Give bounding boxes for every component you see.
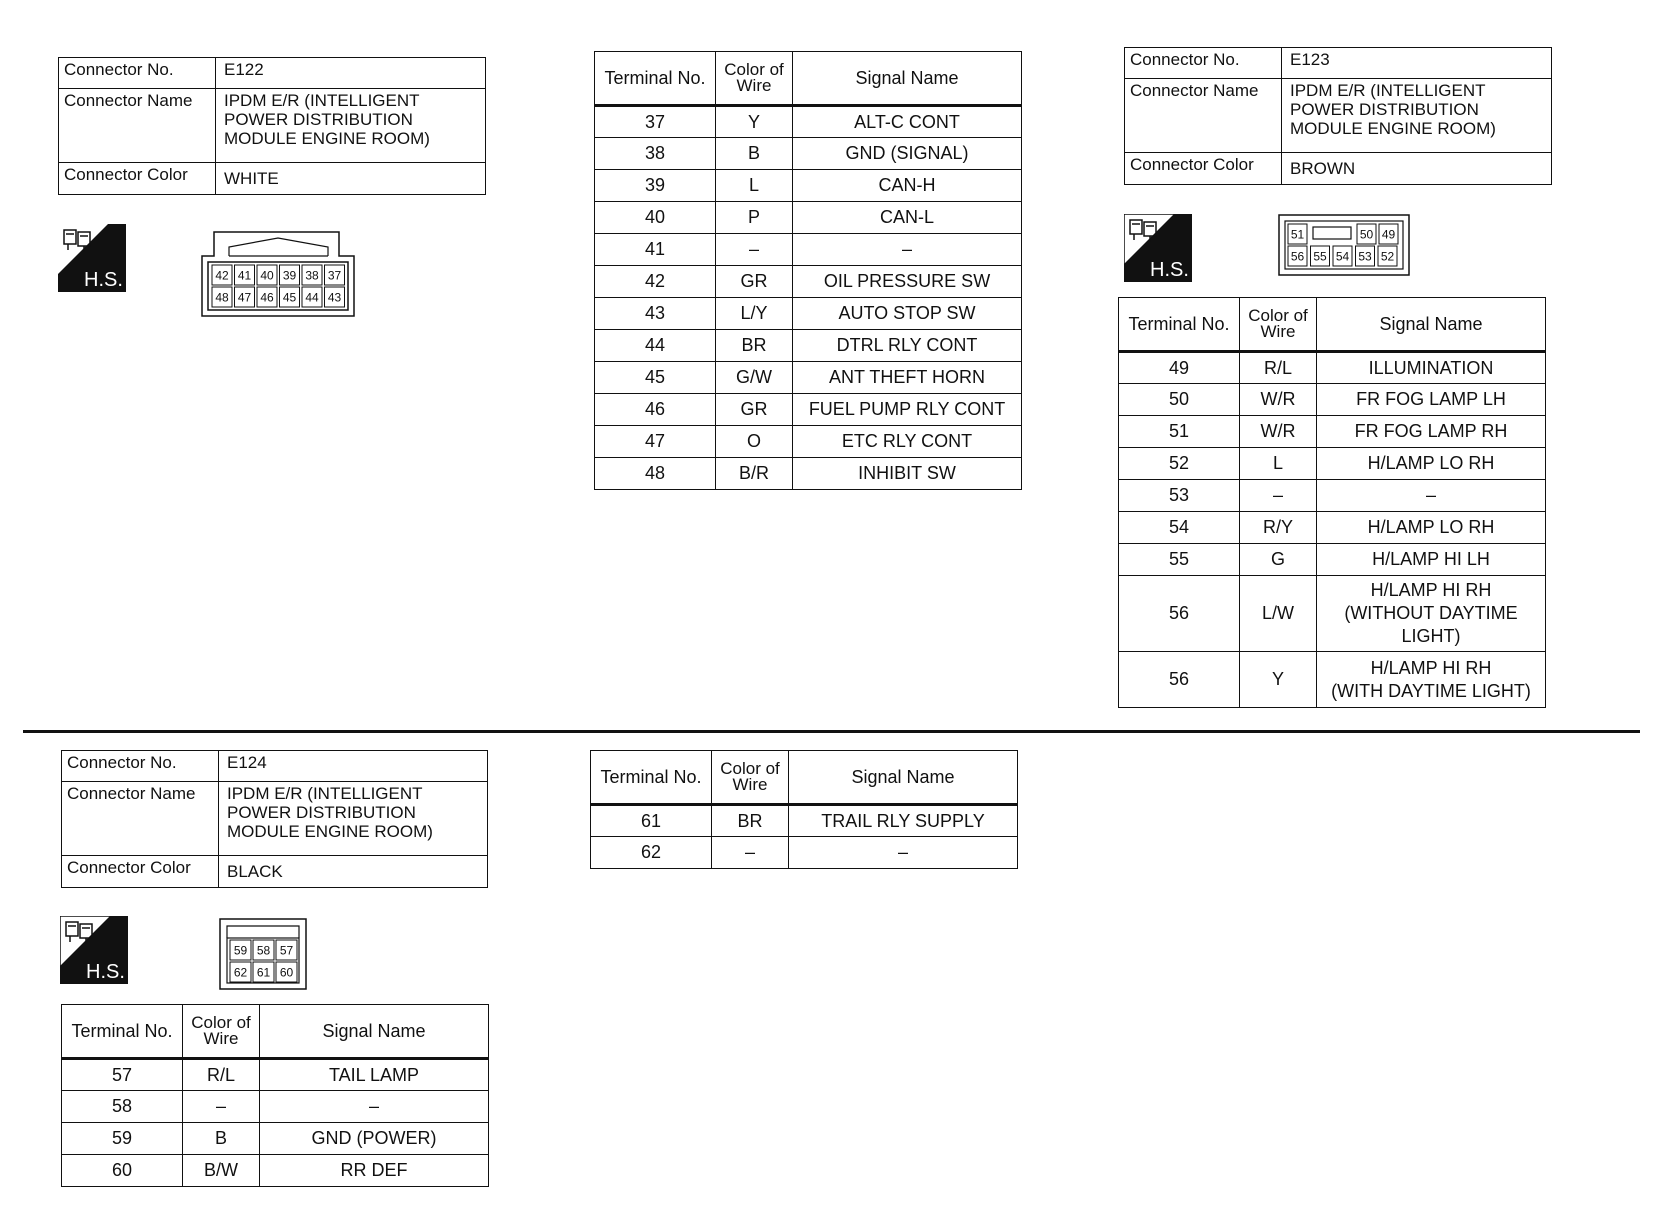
connector-color-value: WHITE: [216, 163, 486, 195]
pin-number: 51: [1290, 227, 1305, 242]
wire-color-cell: Y: [716, 106, 793, 138]
pin-number: 38: [305, 268, 319, 283]
terminal-no-cell: 37: [595, 106, 716, 138]
signal-name-cell: TRAIL RLY SUPPLY: [789, 805, 1018, 837]
wire-color-cell: G/W: [716, 362, 793, 394]
table-row: [595, 234, 1022, 266]
signal-name-cell: H/LAMP LO RH: [1317, 448, 1546, 480]
connector-color-row: [62, 856, 488, 888]
pin-number: 57: [279, 943, 294, 958]
signal-name-cell: ALT-C CONT: [793, 106, 1022, 138]
connector-no-value: E123: [1282, 48, 1552, 79]
pin-number: 55: [1313, 249, 1327, 264]
terminal-no-cell: 50: [1119, 384, 1240, 416]
e122-info-table: [58, 57, 486, 195]
pin-number: 46: [260, 290, 274, 305]
connector-color-row: [59, 163, 486, 195]
pin-number: 53: [1358, 249, 1372, 264]
hs-label: H.S.: [86, 961, 125, 983]
wire-color-cell: P: [716, 202, 793, 234]
terminal-no-header: Terminal No.: [591, 751, 712, 805]
terminal-no-cell: 59: [62, 1123, 183, 1155]
terminal-no-cell: 49: [1119, 352, 1240, 384]
e123-connector-diagram: [1278, 214, 1410, 276]
hs-label: H.S.: [84, 269, 123, 291]
terminal-no-cell: 43: [595, 298, 716, 330]
table-row: [595, 458, 1022, 490]
table-header-row: [595, 52, 1022, 106]
terminal-no-cell: 53: [1119, 480, 1240, 512]
signal-name-cell: ETC RLY CONT: [793, 426, 1022, 458]
connector-name-row: [62, 782, 488, 856]
pin-number: 52: [1380, 249, 1395, 264]
pin-number: 60: [279, 965, 294, 980]
wire-color-cell: BR: [712, 805, 789, 837]
signal-name-header: Signal Name: [260, 1005, 489, 1059]
wire-color-cell: R/Y: [1240, 512, 1317, 544]
wire-color-cell: –: [1240, 480, 1317, 512]
table-row: [1119, 352, 1546, 384]
table-row: [595, 170, 1022, 202]
terminal-no-cell: 47: [595, 426, 716, 458]
table-row: [595, 330, 1022, 362]
pin-number: 42: [215, 268, 229, 283]
key-slot: [1313, 227, 1351, 239]
wire-color-cell: R/L: [183, 1059, 260, 1091]
wire-color-cell: L/W: [1240, 576, 1317, 652]
connector-no-row: [62, 751, 488, 782]
e124-terminal-table-left: [61, 1004, 489, 1187]
connector-color-label: Connector Color: [1125, 153, 1282, 185]
terminal-no-cell: 58: [62, 1091, 183, 1123]
color-of-wire-header: Color of Wire: [1240, 298, 1317, 352]
table-row: [595, 138, 1022, 170]
pin-number: 50: [1359, 227, 1374, 242]
wire-color-cell: W/R: [1240, 416, 1317, 448]
pin-number: 37: [327, 268, 342, 283]
e124-info-table: [61, 750, 488, 888]
connector-name-row: [59, 89, 486, 163]
wire-color-cell: L: [1240, 448, 1317, 480]
connector-color-value: BLACK: [219, 856, 488, 888]
table-row: [62, 1155, 489, 1187]
connector-color-label: Connector Color: [62, 856, 219, 888]
connector-name-row: [1125, 79, 1552, 153]
connector-name-value: IPDM E/R (INTELLIGENT POWER DISTRIBUTION MODULE ENGINE ROOM): [1282, 79, 1552, 153]
e124-connector-diagram: [219, 918, 307, 990]
terminal-no-cell: 54: [1119, 512, 1240, 544]
pin-number: 61: [256, 965, 271, 980]
connector-no-row: [59, 58, 486, 89]
table-row: [595, 202, 1022, 234]
table-header-row: [1119, 298, 1546, 352]
signal-name-header: Signal Name: [1317, 298, 1546, 352]
table-row: [591, 805, 1018, 837]
pin-number: 49: [1381, 227, 1396, 242]
wire-color-cell: –: [712, 837, 789, 869]
e123-info-table: [1124, 47, 1552, 185]
signal-name-cell: ANT THEFT HORN: [793, 362, 1022, 394]
connector-no-value: E122: [216, 58, 486, 89]
pin-number: 39: [282, 268, 297, 283]
signal-name-cell: H/LAMP HI RH (WITHOUT DAYTIME LIGHT): [1317, 576, 1546, 652]
signal-name-cell: –: [1317, 480, 1546, 512]
e124-terminal-table-right: [590, 750, 1018, 869]
connector-no-label: Connector No.: [1125, 48, 1282, 79]
wire-color-cell: Y: [1240, 652, 1317, 708]
terminal-no-cell: 38: [595, 138, 716, 170]
terminal-no-cell: 44: [595, 330, 716, 362]
pin-number: 62: [233, 965, 248, 980]
terminal-no-cell: 42: [595, 266, 716, 298]
wire-color-cell: G: [1240, 544, 1317, 576]
pin-number: 41: [237, 268, 252, 283]
connector-color-row: [1125, 153, 1552, 185]
terminal-no-cell: 55: [1119, 544, 1240, 576]
hs-connector-icon: [58, 224, 126, 292]
terminal-no-header: Terminal No.: [1119, 298, 1240, 352]
terminal-no-cell: 57: [62, 1059, 183, 1091]
color-of-wire-header: Color of Wire: [712, 751, 789, 805]
pin-number: 43: [327, 290, 342, 305]
wire-color-cell: B/W: [183, 1155, 260, 1187]
connector-no-value: E124: [219, 751, 488, 782]
signal-name-cell: FUEL PUMP RLY CONT: [793, 394, 1022, 426]
table-row: [591, 837, 1018, 869]
table-row: [62, 1123, 489, 1155]
connector-no-label: Connector No.: [59, 58, 216, 89]
signal-name-cell: –: [793, 234, 1022, 266]
table-header-row: [62, 1005, 489, 1059]
signal-name-cell: GND (POWER): [260, 1123, 489, 1155]
table-row: [1119, 652, 1546, 708]
signal-name-cell: TAIL LAMP: [260, 1059, 489, 1091]
pin-number: 59: [233, 943, 248, 958]
terminal-no-cell: 62: [591, 837, 712, 869]
wire-color-cell: L: [716, 170, 793, 202]
signal-name-cell: RR DEF: [260, 1155, 489, 1187]
terminal-no-cell: 56: [1119, 576, 1240, 652]
signal-name-cell: CAN-H: [793, 170, 1022, 202]
connector-color-value: BROWN: [1282, 153, 1552, 185]
wire-color-cell: –: [183, 1091, 260, 1123]
hs-connector-icon: [60, 916, 128, 984]
wire-color-cell: BR: [716, 330, 793, 362]
e122-connector-diagram: [200, 230, 357, 320]
table-row: [62, 1091, 489, 1123]
terminal-no-cell: 56: [1119, 652, 1240, 708]
terminal-no-header: Terminal No.: [62, 1005, 183, 1059]
signal-name-cell: GND (SIGNAL): [793, 138, 1022, 170]
table-row: [1119, 416, 1546, 448]
wire-color-cell: GR: [716, 266, 793, 298]
terminal-no-cell: 61: [591, 805, 712, 837]
wire-color-cell: B: [716, 138, 793, 170]
signal-name-cell: DTRL RLY CONT: [793, 330, 1022, 362]
terminal-no-cell: 48: [595, 458, 716, 490]
connector-name-label: Connector Name: [59, 89, 216, 163]
terminal-no-cell: 41: [595, 234, 716, 266]
connector-name-value: IPDM E/R (INTELLIGENT POWER DISTRIBUTION MODULE ENGINE ROOM): [219, 782, 488, 856]
table-row: [595, 266, 1022, 298]
connector-name-label: Connector Name: [1125, 79, 1282, 153]
pin-number: 47: [237, 290, 252, 305]
signal-name-cell: H/LAMP HI LH: [1317, 544, 1546, 576]
signal-name-cell: INHIBIT SW: [793, 458, 1022, 490]
signal-name-cell: OIL PRESSURE SW: [793, 266, 1022, 298]
terminal-no-cell: 51: [1119, 416, 1240, 448]
terminal-no-header: Terminal No.: [595, 52, 716, 106]
signal-name-cell: –: [260, 1091, 489, 1123]
signal-name-cell: ILLUMINATION: [1317, 352, 1546, 384]
signal-name-cell: H/LAMP LO RH: [1317, 512, 1546, 544]
signal-name-cell: CAN-L: [793, 202, 1022, 234]
signal-name-cell: AUTO STOP SW: [793, 298, 1022, 330]
e123-terminal-table: [1118, 297, 1546, 708]
table-row: [595, 426, 1022, 458]
wire-color-cell: O: [716, 426, 793, 458]
wire-color-cell: GR: [716, 394, 793, 426]
wire-color-cell: W/R: [1240, 384, 1317, 416]
table-row: [595, 106, 1022, 138]
connector-no-row: [1125, 48, 1552, 79]
section-divider: [23, 730, 1640, 733]
pin-number: 45: [282, 290, 297, 305]
connector-name-label: Connector Name: [62, 782, 219, 856]
table-row: [595, 394, 1022, 426]
signal-name-cell: FR FOG LAMP LH: [1317, 384, 1546, 416]
color-of-wire-header: Color of Wire: [716, 52, 793, 106]
signal-name-header: Signal Name: [789, 751, 1018, 805]
table-row: [1119, 544, 1546, 576]
terminal-no-cell: 40: [595, 202, 716, 234]
table-row: [595, 362, 1022, 394]
signal-name-cell: FR FOG LAMP RH: [1317, 416, 1546, 448]
connector-no-label: Connector No.: [62, 751, 219, 782]
pin-number: 54: [1335, 249, 1350, 264]
table-row: [595, 298, 1022, 330]
terminal-no-cell: 39: [595, 170, 716, 202]
pin-number: 56: [1290, 249, 1305, 264]
terminal-no-cell: 46: [595, 394, 716, 426]
connector-color-label: Connector Color: [59, 163, 216, 195]
e122-terminal-table: [594, 51, 1022, 490]
table-row: [62, 1059, 489, 1091]
terminal-no-cell: 52: [1119, 448, 1240, 480]
terminal-no-cell: 60: [62, 1155, 183, 1187]
wire-color-cell: –: [716, 234, 793, 266]
wire-color-cell: R/L: [1240, 352, 1317, 384]
connector-name-value: IPDM E/R (INTELLIGENT POWER DISTRIBUTION MODULE ENGINE ROOM): [216, 89, 486, 163]
wire-color-cell: L/Y: [716, 298, 793, 330]
table-row: [1119, 448, 1546, 480]
table-row: [1119, 512, 1546, 544]
table-row: [1119, 480, 1546, 512]
signal-name-cell: –: [789, 837, 1018, 869]
hs-connector-icon: [1124, 214, 1192, 282]
wire-color-cell: B/R: [716, 458, 793, 490]
table-header-row: [591, 751, 1018, 805]
pin-number: 40: [260, 268, 274, 283]
terminal-no-cell: 45: [595, 362, 716, 394]
signal-name-header: Signal Name: [793, 52, 1022, 106]
wire-color-cell: B: [183, 1123, 260, 1155]
signal-name-cell: H/LAMP HI RH (WITH DAYTIME LIGHT): [1317, 652, 1546, 708]
pin-number: 48: [215, 290, 229, 305]
color-of-wire-header: Color of Wire: [183, 1005, 260, 1059]
table-row: [1119, 384, 1546, 416]
pin-number: 58: [256, 943, 271, 958]
table-row: [1119, 576, 1546, 652]
pin-number: 44: [305, 290, 319, 305]
hs-label: H.S.: [1150, 259, 1189, 281]
